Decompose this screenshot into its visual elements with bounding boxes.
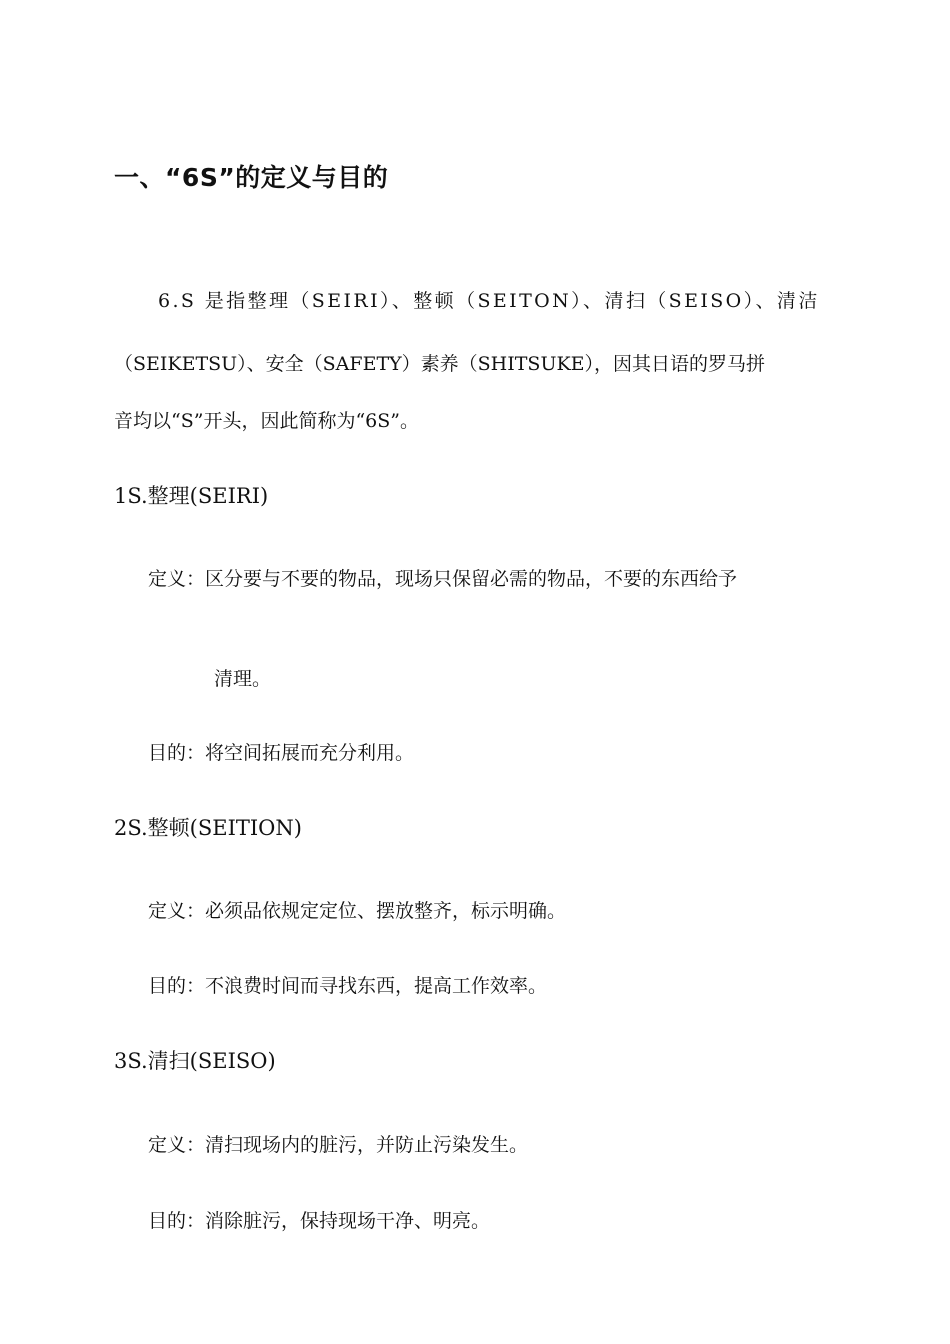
section-1-definition-continued: 清理。: [214, 668, 272, 690]
page-title: 一、“6S”的定义与目的: [114, 163, 389, 192]
section-title-2: 2S.整顿(SEITION): [114, 816, 302, 840]
intro-line-2: （SEIKETSU）、安全（SAFETY）素养（SHITSUKE），因其日语的罗马拼: [114, 353, 766, 375]
section-2-definition: 定义：必须品依规定定位、摆放整齐，标示明确。: [148, 900, 567, 922]
section-title-3: 3S.清扫(SEISO): [114, 1049, 276, 1073]
section-title-1: 1S.整理(SEIRI): [114, 484, 269, 508]
intro-line-3: 音均以“S”开头，因此简称为“6S”。: [114, 410, 419, 432]
section-1-definition: 定义：区分要与不要的物品，现场只保留必需的物品，不要的东西给予: [148, 568, 738, 590]
section-2-purpose: 目的：不浪费时间而寻找东西，提高工作效率。: [148, 975, 548, 997]
section-3-definition: 定义：清扫现场内的脏污，并防止污染发生。: [148, 1134, 529, 1156]
section-3-purpose: 目的：消除脏污，保持现场干净、明亮。: [148, 1210, 491, 1232]
section-1-purpose: 目的：将空间拓展而充分利用。: [148, 742, 415, 764]
intro-line-1: 6.S 是指整理（SEIRI）、整顿（SEITON）、清扫（SEISO）、清洁: [158, 290, 820, 312]
